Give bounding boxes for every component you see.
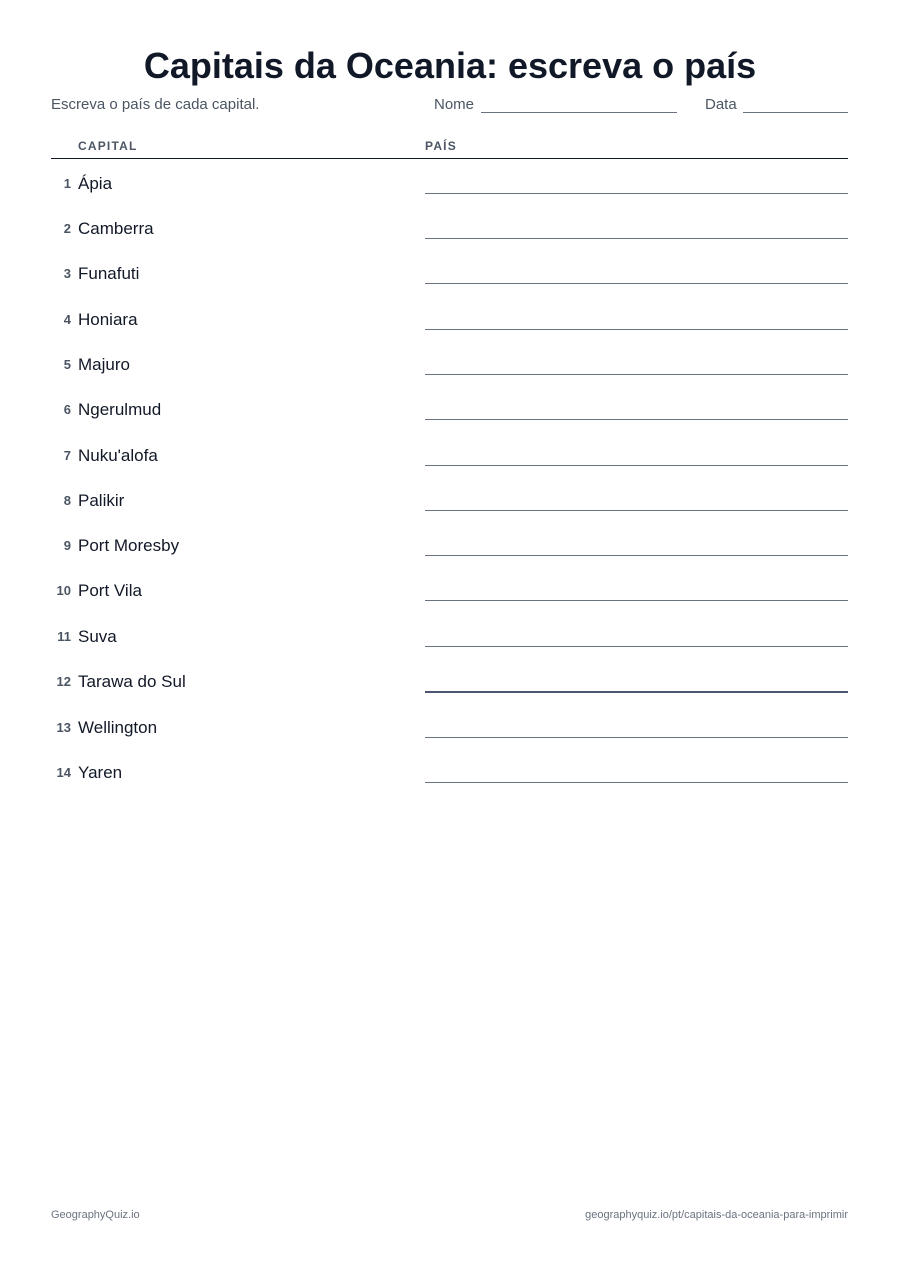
- table-row: [51, 385, 848, 430]
- row-number: 12: [56, 674, 71, 689]
- capital-name: Palikir: [78, 491, 125, 510]
- capital-name: Honiara: [78, 310, 138, 329]
- capital-name: Tarawa do Sul: [78, 672, 186, 691]
- table-row: [51, 295, 848, 340]
- table-row: [51, 612, 848, 657]
- page-title: Capitais da Oceania: escreva o país: [143, 45, 757, 86]
- table-row: [51, 431, 848, 476]
- table-row: [51, 521, 848, 566]
- capital-name: Ngerulmud: [78, 400, 162, 419]
- capital-name: Ápia: [78, 174, 113, 193]
- answer-line[interactable]: [425, 782, 848, 783]
- row-number: 7: [63, 448, 71, 463]
- column-header-capital: CAPITAL: [78, 139, 138, 153]
- row-number: 1: [63, 176, 71, 191]
- row-number: 8: [63, 493, 71, 508]
- row-number: 9: [63, 538, 71, 553]
- answer-line[interactable]: [425, 646, 848, 647]
- row-number: 14: [56, 765, 71, 780]
- instructions-text: Escreva o país de cada capital.: [51, 96, 260, 113]
- capital-name: Yaren: [78, 763, 123, 782]
- row-number: 3: [63, 266, 71, 281]
- answer-line[interactable]: [425, 419, 848, 420]
- date-field[interactable]: [743, 112, 848, 113]
- answer-line[interactable]: [425, 465, 848, 466]
- answer-line[interactable]: [425, 374, 848, 375]
- table-row: [51, 204, 848, 249]
- answer-line[interactable]: [425, 600, 848, 601]
- row-number: 5: [63, 357, 71, 372]
- name-label: Nome: [434, 96, 475, 113]
- footer-url: geographyquiz.io/pt/capitais-da-oceania-para-imprimir: [585, 1209, 848, 1221]
- row-number: 10: [56, 583, 71, 598]
- row-number: 6: [63, 402, 71, 417]
- column-header-country: PAÍS: [425, 139, 457, 153]
- table-row: [51, 159, 848, 204]
- date-label: Data: [705, 96, 737, 113]
- answer-line[interactable]: [425, 329, 848, 330]
- answer-line[interactable]: [425, 555, 848, 556]
- capital-name: Port Moresby: [78, 536, 180, 555]
- table-row: [51, 748, 848, 793]
- footer-brand: GeographyQuiz.io: [51, 1209, 140, 1221]
- answer-line[interactable]: [425, 193, 848, 194]
- row-number: 11: [57, 629, 71, 644]
- table-row: [51, 476, 848, 521]
- answer-line[interactable]: [425, 691, 848, 693]
- capital-name: Majuro: [78, 355, 130, 374]
- table-row: [51, 566, 848, 611]
- answer-line[interactable]: [425, 238, 848, 239]
- capital-name: Camberra: [78, 219, 154, 238]
- table-row: [51, 249, 848, 294]
- table-row: [51, 657, 848, 702]
- answer-line[interactable]: [425, 737, 848, 738]
- capital-name: Wellington: [78, 718, 158, 737]
- capital-name: Suva: [78, 627, 117, 646]
- table-row: [51, 340, 848, 385]
- capital-name: Port Vila: [78, 581, 142, 600]
- row-number: 13: [56, 720, 71, 735]
- row-number: 2: [63, 221, 71, 236]
- answer-line[interactable]: [425, 510, 848, 511]
- name-field[interactable]: [481, 112, 677, 113]
- capital-name: Funafuti: [78, 264, 140, 283]
- capital-name: Nuku'alofa: [78, 446, 158, 465]
- answer-line[interactable]: [425, 283, 848, 284]
- row-number: 4: [63, 312, 71, 327]
- table-row: [51, 703, 848, 748]
